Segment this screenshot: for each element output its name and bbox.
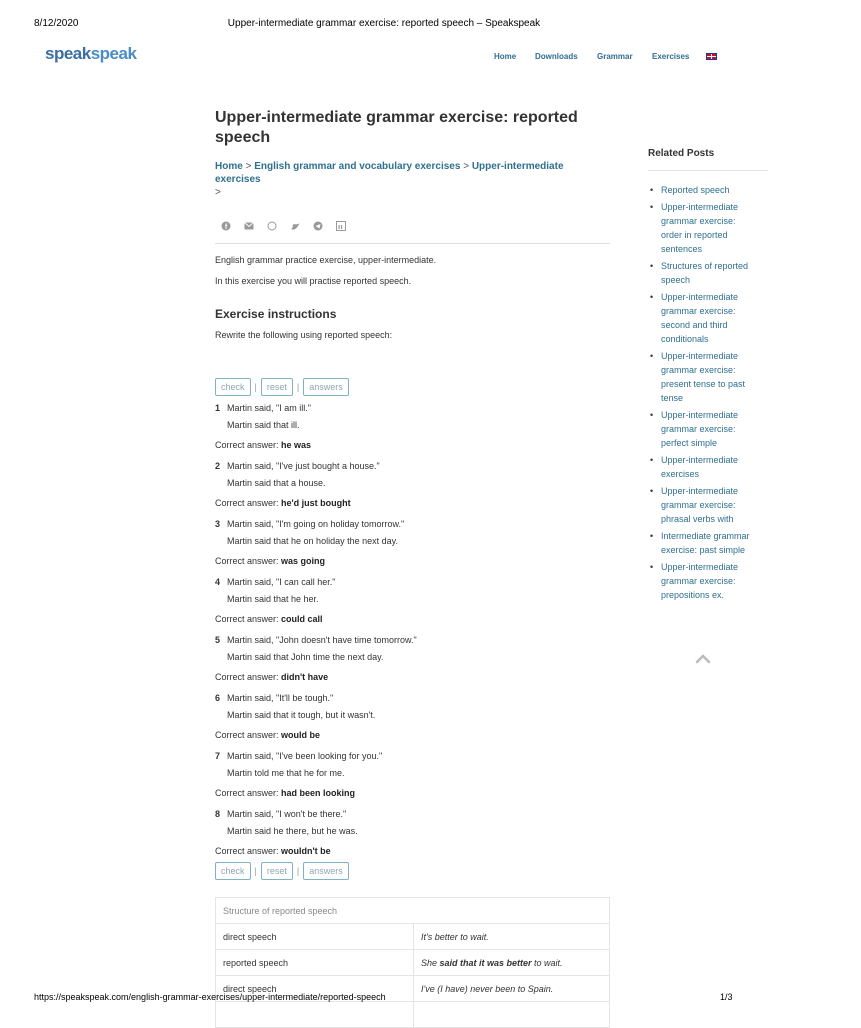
main-content — [215, 108, 610, 1028]
question-prompt: Martin said, "I can call her." — [227, 577, 336, 587]
table-row — [216, 924, 610, 950]
related-post-link[interactable]: • Upper-intermediate grammar exercise: second and third conditionals — [648, 290, 861, 346]
question-after: there, but he was. — [283, 826, 358, 836]
answers-button[interactable]: answers — [303, 378, 349, 396]
correct-answer-value: had been looking — [281, 788, 356, 798]
check-button[interactable]: check — [215, 862, 251, 880]
print-footer-page: 1/3 — [720, 992, 733, 1002]
instructions-text: Rewrite the following using reported speech: — [215, 330, 393, 340]
question-before: Martin said that John — [227, 652, 311, 662]
breadcrumb-home[interactable]: Home — [215, 161, 243, 172]
breadcrumb-grammar-exercises[interactable]: English grammar and vocabulary exercises — [254, 161, 461, 172]
structure-table — [215, 897, 610, 1028]
correct-answer-value: he was — [281, 440, 312, 450]
question-after: time the next day. — [310, 652, 384, 662]
question-answer-line — [215, 709, 610, 721]
correct-answer-value: would be — [281, 730, 321, 740]
correct-answer-value: was going — [281, 556, 326, 566]
linkedin-icon[interactable] — [334, 219, 348, 233]
intro-text-2: In this exercise you will practise reported speech. — [215, 276, 412, 286]
table-cell-example: I've (I have) never been to Spain. — [414, 976, 610, 1002]
table-cell-label: reported speech — [216, 950, 414, 976]
question-answer-line — [215, 535, 610, 547]
table-row — [216, 1002, 610, 1028]
reset-button[interactable]: reset — [261, 378, 293, 396]
question-before: Martin said that it — [227, 710, 296, 720]
breadcrumb-sep: > — [242, 161, 255, 172]
exercise-controls-bottom — [215, 862, 610, 880]
related-post-link[interactable]: • Upper-intermediate exercises — [648, 453, 861, 481]
print-footer-url: https://speakspeak.com/english-grammar-exercises/upper-intermediate/reported-speech — [34, 992, 386, 1002]
related-post-link[interactable]: • Upper-intermediate grammar exercise: prepositions ex. — [648, 560, 861, 602]
related-posts-list — [648, 183, 750, 605]
nav-home[interactable]: Home — [494, 52, 517, 61]
chevron-up-icon[interactable] — [694, 650, 712, 668]
question-prompt: Martin said, "I've been looking for you." — [227, 751, 383, 761]
question-item — [215, 750, 610, 798]
question-answer-line — [215, 825, 610, 837]
email-icon[interactable] — [242, 219, 256, 233]
question-item — [215, 518, 610, 566]
related-post-link[interactable]: • Upper-intermediate grammar exercise: order in reported sentences — [648, 200, 861, 256]
control-separator: | — [296, 382, 300, 392]
question-item — [215, 460, 610, 508]
related-post-link[interactable]: • Upper-intermediate grammar exercise: perfect simple — [648, 408, 861, 450]
facebook-icon[interactable] — [219, 219, 233, 233]
related-post-link[interactable]: • Upper-intermediate grammar exercise: phrasal verbs with — [648, 484, 861, 526]
breadcrumb-sep: > — [460, 161, 472, 172]
question-prompt: Martin said, "John doesn't have time tomorrow." — [227, 635, 417, 645]
question-prompt: Martin said, "I'm going on holiday tomorrow." — [227, 519, 405, 529]
question-answer-line — [215, 477, 610, 489]
breadcrumb-trail: > — [215, 187, 221, 198]
twitter-icon[interactable] — [288, 219, 302, 233]
question-before: Martin said that he — [227, 594, 302, 604]
question-prompt: Martin said, "I've just bought a house." — [227, 461, 380, 471]
nav-downloads[interactable]: Downloads — [535, 52, 578, 61]
correct-answer-value: could call — [281, 614, 323, 624]
question-after: ill. — [288, 420, 300, 430]
flag-uk-icon[interactable] — [706, 53, 717, 60]
control-separator: | — [254, 866, 257, 876]
correct-answer: Correct answer: could call — [215, 614, 323, 624]
related-post-link[interactable]: • Intermediate grammar exercise: past simple — [648, 529, 861, 557]
share-bar — [215, 219, 610, 244]
question-after: on holiday the next day. — [301, 536, 398, 546]
nav-grammar[interactable]: Grammar — [597, 52, 633, 61]
question-list — [215, 402, 610, 856]
site-logo[interactable] — [45, 44, 136, 64]
question-item — [215, 402, 610, 450]
correct-answer: Correct answer: would be — [215, 730, 321, 740]
question-item — [215, 634, 610, 682]
question-prompt: Martin said, "It'll be tough." — [227, 693, 334, 703]
correct-answer: Correct answer: he'd just bought — [215, 498, 351, 508]
structure-table-heading: Structure of reported speech — [216, 898, 610, 924]
correct-answer: Correct answer: he was — [215, 440, 312, 450]
table-row — [216, 950, 610, 976]
control-separator: | — [296, 866, 300, 876]
question-number: 6 — [215, 693, 221, 703]
question-before: Martin told me that he — [227, 768, 315, 778]
instructions-heading: Exercise instructions — [215, 307, 337, 321]
question-number: 3 — [215, 519, 221, 529]
check-button[interactable]: check — [215, 378, 251, 396]
related-post-link[interactable]: • Structures of reported speech — [648, 259, 861, 287]
question-answer-line — [215, 651, 610, 663]
breadcrumb — [215, 160, 610, 199]
reset-button[interactable]: reset — [261, 862, 293, 880]
question-before: Martin said he — [227, 826, 284, 836]
question-after: tough, but it wasn't. — [295, 710, 376, 720]
logo-part-2: speak — [90, 44, 137, 63]
print-date: 8/12/2020 — [34, 18, 79, 29]
correct-answer: Correct answer: didn't have — [215, 672, 329, 682]
answers-button[interactable]: answers — [303, 862, 349, 880]
exercise-controls-top — [215, 378, 610, 396]
question-number: 2 — [215, 461, 221, 471]
question-number: 1 — [215, 403, 221, 413]
correct-answer-value: didn't have — [281, 672, 329, 682]
question-before: Martin said that — [227, 420, 289, 430]
sidebar-divider — [648, 170, 768, 171]
intro-text-1: English grammar practice exercise, upper-intermediate. — [215, 255, 437, 265]
question-item — [215, 692, 610, 740]
related-posts-title: Related Posts — [648, 148, 715, 159]
table-cell-example: It's better to wait. — [414, 924, 610, 950]
question-answer-line — [215, 767, 610, 779]
related-post-link[interactable]: • Reported speech — [648, 183, 861, 197]
question-prompt: Martin said, "I am ill." — [227, 403, 311, 413]
control-separator: | — [254, 382, 257, 392]
table-cell-label: direct speech — [216, 976, 414, 1002]
question-before: Martin said that — [227, 478, 289, 488]
correct-answer: Correct answer: was going — [215, 556, 326, 566]
table-cell-label: direct speech — [216, 924, 414, 950]
question-number: 5 — [215, 635, 221, 645]
nav-exercises[interactable]: Exercises — [652, 52, 690, 61]
question-number: 7 — [215, 751, 221, 761]
whatsapp-icon[interactable] — [265, 219, 279, 233]
question-after: her. — [301, 594, 319, 604]
correct-answer: Correct answer: wouldn't be — [215, 846, 331, 856]
svg-text:f: f — [224, 224, 228, 231]
telegram-icon[interactable] — [311, 219, 325, 233]
breadcrumb-upper-intermediate[interactable]: Upper-intermediate exercises — [215, 161, 564, 185]
question-number: 8 — [215, 809, 221, 819]
correct-answer-value: he'd just bought — [281, 498, 351, 508]
page-title: Upper-intermediate grammar exercise: reported speech — [215, 109, 578, 146]
print-title: Upper-intermediate grammar exercise: reported speech – Speakspeak — [227, 18, 541, 29]
question-answer-line — [215, 593, 610, 605]
related-post-link[interactable]: • Upper-intermediate grammar exercise: present tense to past tense — [648, 349, 861, 405]
question-item — [215, 808, 610, 856]
question-answer-line — [215, 419, 610, 431]
question-after: for me. — [314, 768, 345, 778]
correct-answer: Correct answer: had been looking — [215, 788, 356, 798]
question-prompt: Martin said, "I won't be there." — [227, 809, 347, 819]
question-before: Martin said that he — [227, 536, 302, 546]
question-number: 4 — [215, 577, 221, 587]
logo-part-1: speak — [45, 44, 91, 63]
question-item — [215, 576, 610, 624]
correct-answer-value: wouldn't be — [281, 846, 331, 856]
table-cell-example: She said that it was better to wait. — [414, 950, 610, 976]
question-after: a house. — [288, 478, 326, 488]
